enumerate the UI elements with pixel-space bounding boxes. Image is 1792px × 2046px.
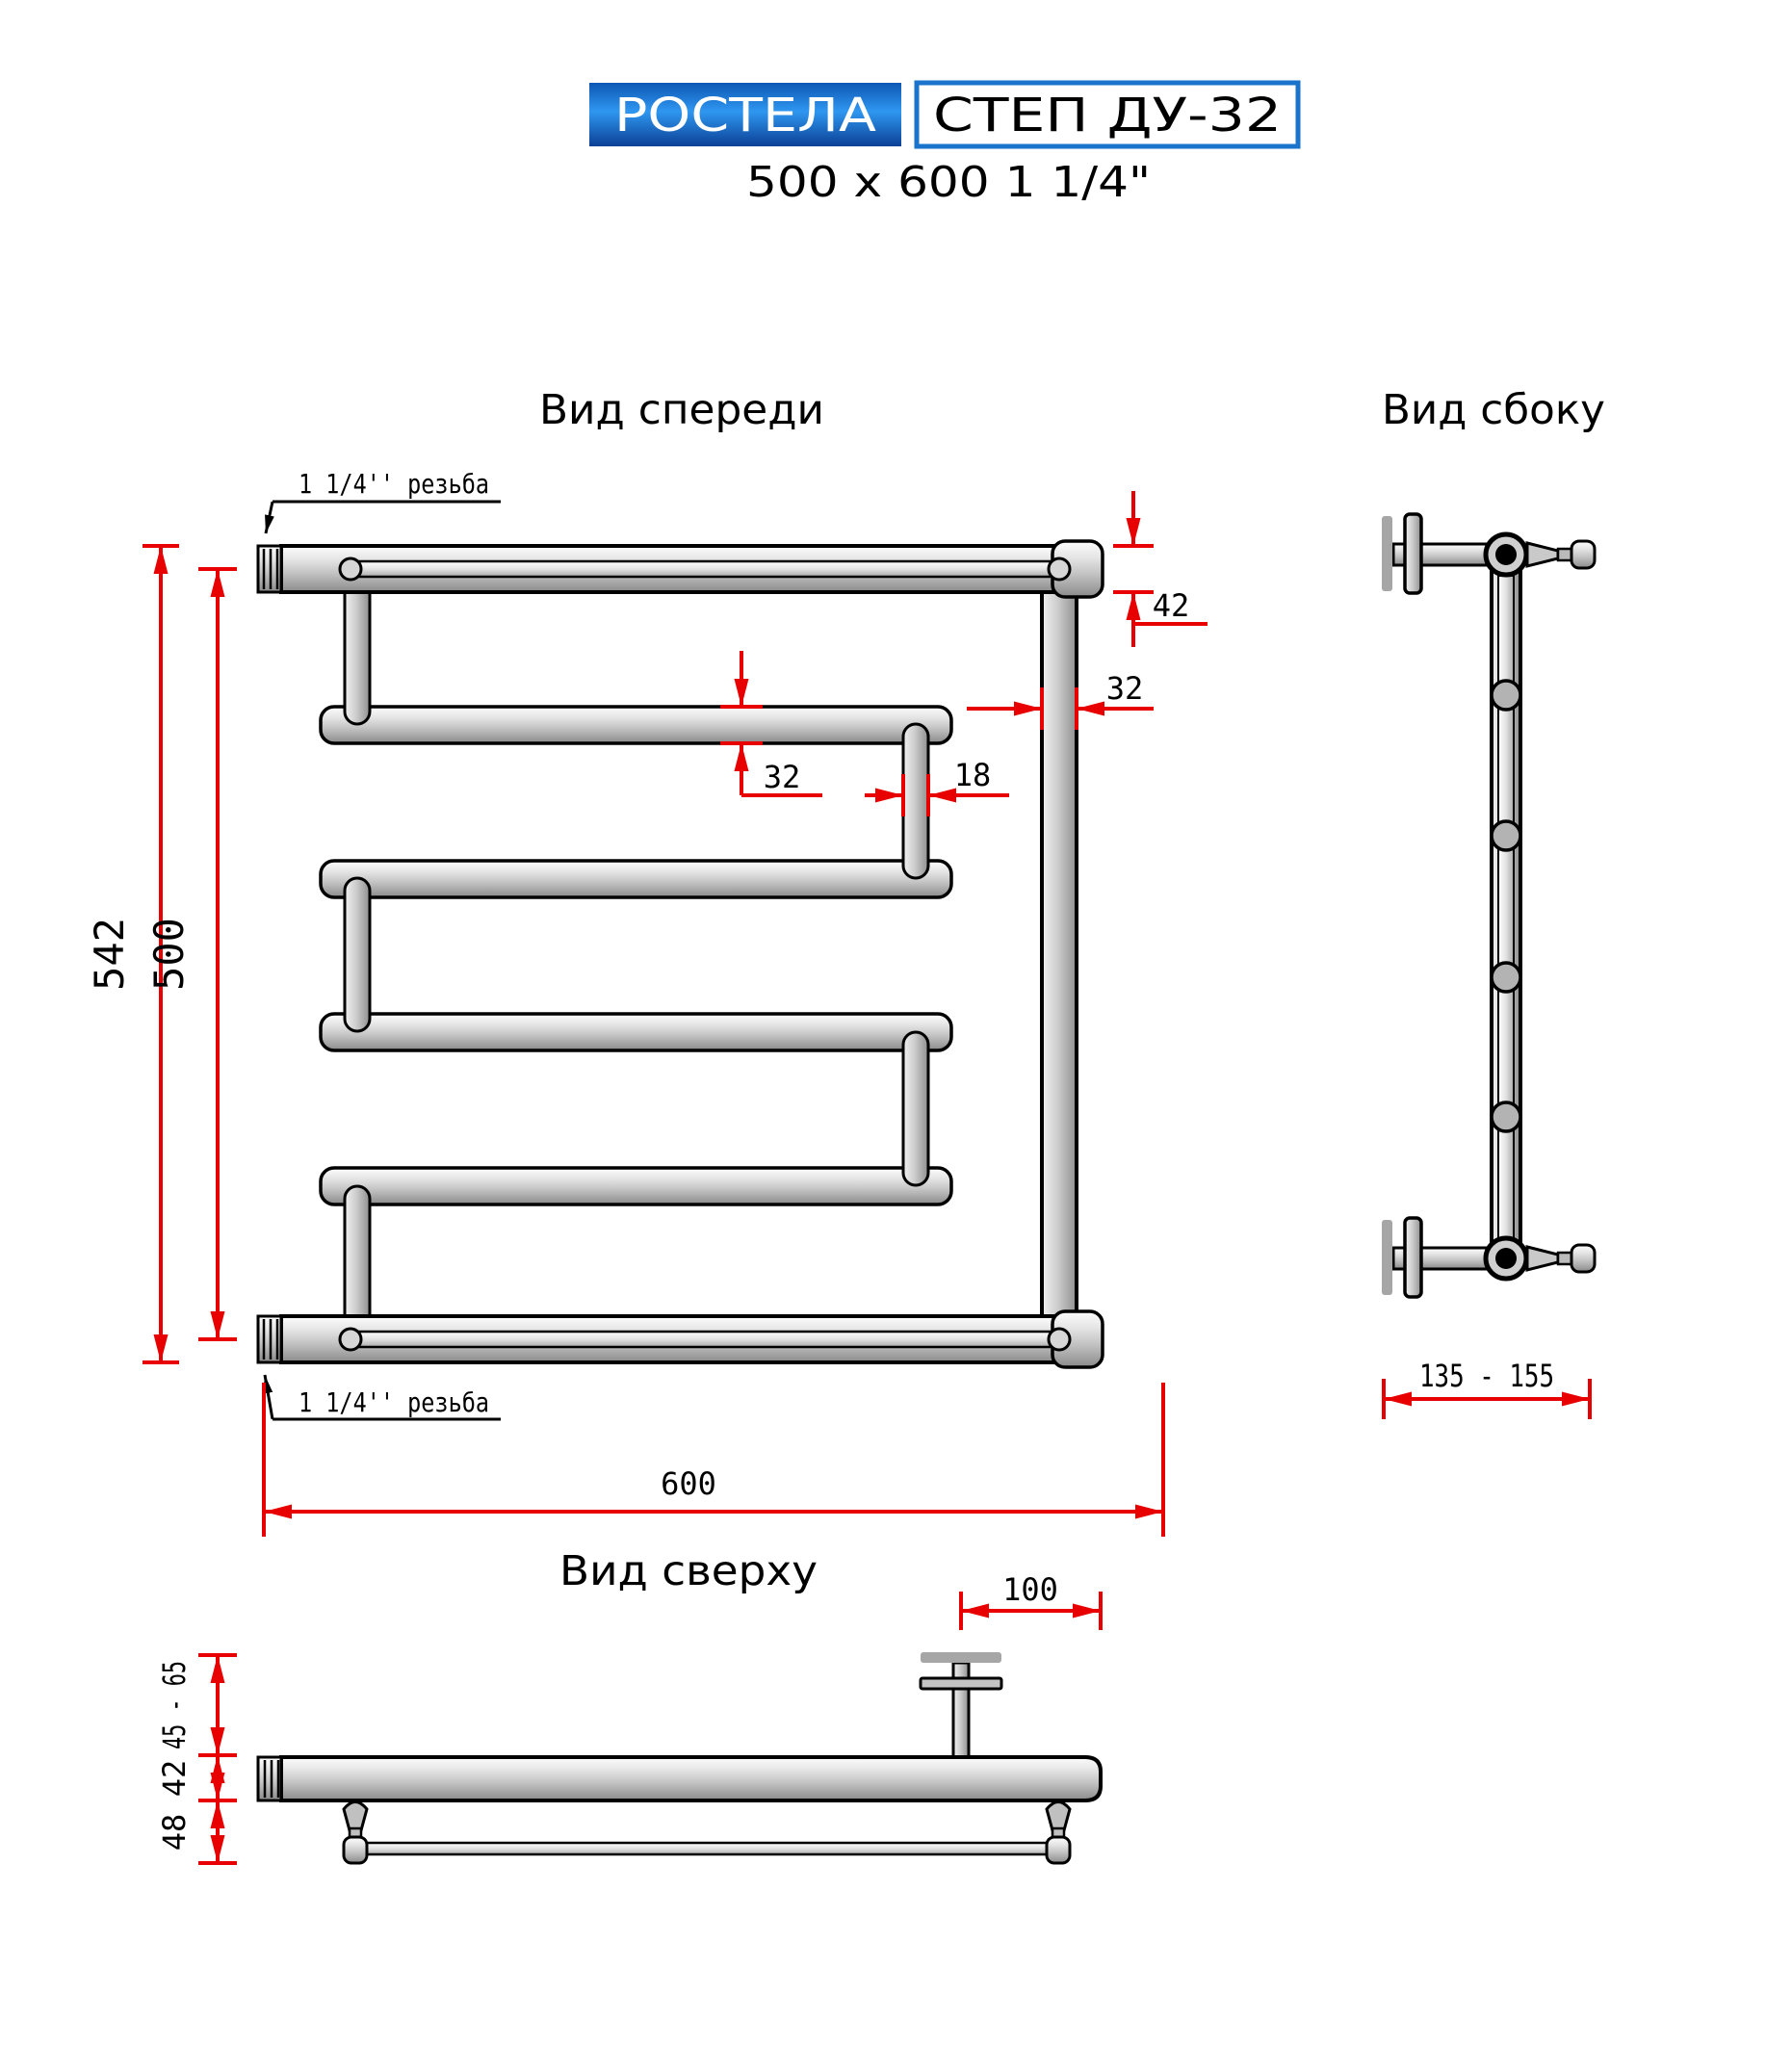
hook-bar	[354, 1843, 1052, 1854]
dim-18-label: 18	[953, 757, 992, 793]
valve-shaft	[1558, 1253, 1571, 1264]
dim-collector-diameter	[1113, 491, 1208, 647]
bar-end-4	[1492, 1102, 1520, 1131]
valve-cap	[1571, 541, 1595, 568]
bottom-inner-pipe-end-left	[340, 1329, 361, 1350]
dim-100-label: 100	[1002, 1571, 1058, 1608]
dim-chain-left	[156, 1619, 237, 1863]
dim-542-label: 542	[86, 918, 133, 991]
valve-cap	[1571, 1245, 1595, 1272]
bar-end-3	[1492, 963, 1520, 992]
side-top-collector-end	[1486, 534, 1595, 575]
hook-peg-right	[1047, 1802, 1070, 1831]
wall-plate	[1382, 1220, 1392, 1295]
dim-48-label: 48	[156, 1813, 193, 1852]
bracket-flange	[1405, 514, 1421, 593]
bar-connectors	[345, 570, 928, 1339]
top-collector	[258, 541, 1103, 597]
hook-cap-left	[344, 1837, 367, 1863]
top-collector-tube	[258, 1757, 1101, 1800]
dim-42-label: 42	[1152, 587, 1190, 624]
bracket-flange	[921, 1678, 1001, 1689]
connector-left-2	[345, 878, 370, 1031]
connector-right-1	[903, 724, 928, 878]
dim-32-bar-label: 32	[763, 759, 801, 795]
hook-peg-left	[344, 1802, 367, 1831]
dim-depth	[1384, 1358, 1590, 1419]
bar-4	[321, 1168, 951, 1204]
collector-body	[281, 1757, 1101, 1800]
connector-right-2	[903, 1032, 928, 1185]
dim-32-stand-label: 32	[1105, 670, 1144, 707]
valve-cone	[1527, 543, 1558, 566]
side-view	[1382, 386, 1605, 1419]
top-view	[156, 1547, 1101, 1863]
dim-600-label: 600	[661, 1465, 716, 1502]
side-bottom-bracket	[1382, 1218, 1492, 1297]
bar-end-2	[1492, 821, 1520, 850]
side-stand-core	[1498, 576, 1514, 1238]
front-view	[86, 386, 1208, 1537]
wall-plate	[1382, 516, 1392, 591]
bar-2	[321, 861, 951, 897]
side-bottom-collector-end	[1486, 1238, 1595, 1279]
side-view-title: Вид сбоку	[1382, 386, 1605, 434]
top-bracket	[921, 1652, 1001, 1757]
top-inner-pipe-end-right	[1049, 558, 1070, 580]
top-inner-pipe-end-left	[340, 558, 361, 580]
dim-depth-label: 135 - 155	[1419, 1358, 1554, 1394]
hook-cap-right	[1047, 1837, 1070, 1863]
bottom-collector	[258, 1311, 1103, 1367]
bar-1	[321, 707, 951, 743]
top-view-title: Вид сверху	[559, 1547, 818, 1595]
brand-name: РОСТЕЛА	[614, 89, 877, 142]
top-inner-pipe	[351, 561, 1059, 577]
thread-label-bottom: 1 1/4'' резьба	[299, 1386, 489, 1418]
bar-end-1	[1492, 681, 1520, 710]
model-name: СТЕП ДУ-32	[933, 89, 1282, 142]
valve-cone	[1527, 1247, 1558, 1270]
header	[589, 83, 1298, 207]
size-label: 500 x 600 1 1/4"	[746, 158, 1151, 207]
side-top-bracket	[1382, 514, 1492, 593]
dim-500-label: 500	[145, 918, 193, 991]
front-view-title: Вид спереди	[539, 386, 824, 434]
thread-leader-top	[266, 468, 501, 533]
dim-wall-distance-label: 45 - 65	[156, 1619, 193, 1749]
dim-42-top-label: 42	[156, 1759, 193, 1798]
thread-leader-bottom	[265, 1375, 501, 1419]
bottom-inner-pipe-end-right	[1049, 1329, 1070, 1350]
valve-shaft	[1558, 549, 1571, 560]
bracket-flange	[1405, 1218, 1421, 1297]
dim-crossbar-gap	[865, 757, 1009, 816]
hook-bar-assembly	[344, 1802, 1070, 1864]
bottom-inner-pipe	[351, 1332, 1059, 1347]
thread-label-top: 1 1/4'' резьба	[299, 468, 489, 500]
right-stand-tube	[1042, 568, 1077, 1340]
bar-3	[321, 1014, 951, 1050]
dim-bracket-offset	[961, 1571, 1101, 1630]
collector-end-bore	[1495, 1248, 1517, 1269]
wall-plate	[921, 1652, 1001, 1663]
collector-end-bore	[1495, 544, 1517, 565]
heating-bars	[321, 707, 951, 1204]
